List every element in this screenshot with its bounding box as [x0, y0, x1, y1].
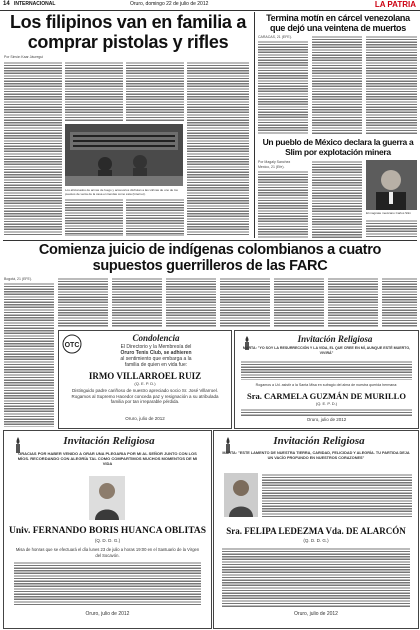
divider	[254, 12, 255, 238]
deceased-photo	[224, 473, 258, 517]
condolence-body: Distinguido padre cariñoso de nuestro apreciado socio Sr. José Villarroel. Rogamos al Supremo Hacedor conceda paz y resignación a su atribulada familia por tan irreparable pérdida.	[71, 388, 219, 404]
condolence-line-2: Oruro Tenis Club, se adhieren	[120, 350, 192, 356]
invitation-footer: Oruro, julio de 2012	[294, 611, 338, 617]
article2-column-3	[366, 35, 417, 135]
condolence-deceased-name: IRMO VILLARROEL RUIZ	[88, 371, 202, 381]
article3-column-3	[366, 219, 417, 238]
article3-title: Un pueblo de México declara la guerra a Slim por explotación minera	[262, 137, 414, 157]
invitation-text-block	[241, 360, 412, 380]
article1-byline: Por Simón Kaar Jáuregui	[4, 55, 44, 59]
article1-column-1	[4, 61, 62, 236]
article2-column-2	[312, 35, 362, 135]
invitation-body: Rogamos a Ud. asistir a la Santa Misa en sufragio del alma de nuestra querida hermana:	[255, 383, 398, 387]
article4-column-2	[58, 277, 108, 327]
article4-column-5	[220, 277, 270, 327]
page-number: 14	[3, 1, 10, 7]
invitation-quote: MARTA: "YO SOY LA RESURRECCIÓN Y LA VIDA, EL QUE CREE EN MÍ, AUNQUE ESTÉ MUERTO, VIVIRÁ"	[242, 346, 411, 355]
invitation-initials: (Q. D. D. G.)	[303, 538, 329, 543]
article4-column-7	[328, 277, 378, 327]
invitation-body: Misa de honras que se efectuará el día lunes 23 de julio a horas 19:00 en el Santuario de la Virgen del Socavón.	[15, 547, 200, 558]
tennis-club-logo-icon	[62, 334, 82, 354]
invitation-deceased-name: Univ. FERNANDO BORIS HUANCA OBLITAS	[9, 526, 206, 536]
condolence-notice	[58, 330, 232, 429]
invitation-text-block	[14, 561, 201, 606]
deceased-photo	[89, 476, 125, 520]
condolence-heading: Condolencia	[132, 333, 180, 343]
condolence-initials: (Q. E. P. D.)	[134, 381, 156, 386]
article2-column-1	[258, 40, 308, 135]
condolence-line-1: El Directorio y la Membresía del	[120, 344, 192, 350]
religious-invitation-notice	[213, 430, 419, 629]
invitation-quote: MARTA: "ESTE LAMENTO DE NUESTRA TIERRA, CARIDAD, FELICIDAD Y ALEGRÍA. TU PARTIDA DEJA UN VACÍO PROFUNDO EN NUESTROS CORAZONES"	[222, 451, 410, 460]
invitation-quote: GRACIAS POR HABER VENIDO A ORAR UNA PLEGARIA POR MI AL SEÑOR JUNTO CON LOS MÍOS. RECORDANDO CON ALEGRÍA TAL COMO COMPARTIMOS MUCHOS MOMENTOS DE MI VIDA	[17, 451, 198, 466]
article1-title: Los filipinos van en familia a comprar pistolas y rifles	[9, 12, 247, 52]
article1-column-4	[187, 61, 249, 236]
article3-photo-caption: El magnate mexicano Carlos Slim	[366, 211, 412, 215]
article1-column-3b	[126, 198, 184, 236]
article4-column-3	[112, 277, 162, 327]
carlos-slim-portrait	[366, 160, 417, 210]
deceased-portrait	[224, 473, 258, 517]
newspaper-brand: LA PATRIA	[374, 0, 416, 9]
invitation-initials: (Q. D. D. G.)	[94, 538, 121, 543]
deceased-portrait	[89, 476, 125, 520]
article2-title: Termina motín en cárcel venezolana que dejó una veintena de muertos	[266, 13, 410, 33]
article1-column-3	[126, 61, 184, 121]
condolence-line-4: familia de quien en vida fue:	[124, 362, 188, 368]
club-logo	[62, 334, 82, 354]
invitation-footer: Oruro, julio de 2012	[85, 611, 130, 617]
article1-column-2b	[65, 198, 123, 236]
invitation-footer: Oruro, julio de 2012	[306, 417, 347, 422]
article4-column-4	[166, 277, 216, 327]
invitation-text-block	[262, 473, 412, 517]
article1-photo	[65, 124, 183, 186]
article4-column-8	[382, 277, 417, 327]
article1-photo-caption: Los aficionados de armas de fuego y accesorios disfrutan a las vitrinas de uno de los puestos de venta de la casa en tiendas como ésta (Internet).	[65, 188, 178, 196]
invitation-heading: Invitación Religiosa	[273, 435, 365, 447]
article3-column-1	[258, 170, 308, 238]
invitation-deceased-name: Sra. CARMELA GUZMÁN DE MURILLO	[247, 391, 406, 401]
divider	[3, 240, 417, 241]
article4-column-1	[4, 282, 54, 427]
section-label: INTERNACIONAL	[14, 1, 56, 7]
religious-invitation-notice	[3, 430, 212, 629]
article3-dateline: Mexico, 21 (Efe).	[258, 165, 285, 169]
invitation-heading: Invitación Religiosa	[63, 435, 155, 447]
article3-byline: Por Magaly Sanchez	[258, 160, 291, 164]
gun-shop-image	[65, 124, 183, 186]
religious-invitation-notice	[234, 330, 419, 429]
page-header	[0, 0, 420, 11]
article4-column-6	[274, 277, 324, 327]
article3-photo	[366, 160, 417, 210]
article2-dateline: CARACAS, 21 (EFE).	[258, 35, 292, 39]
invitation-text-block-2	[241, 408, 412, 416]
invitation-initials: (Q. E. P. D.)	[315, 401, 338, 406]
condolence-footer: Oruro, julio de 2012	[125, 416, 165, 421]
svg-text:OTC: OTC	[64, 342, 80, 349]
article4-dateline: Bogotá, 21 (EFE).	[4, 277, 33, 281]
page-date: Oruro, domingo 22 de julio de 2012	[130, 1, 209, 7]
invitation-text-block-2	[222, 547, 410, 607]
condolence-line-3: al sentimiento que embarga a la	[120, 356, 192, 362]
article1-column-2	[65, 61, 123, 121]
article3-column-2	[312, 160, 362, 238]
article4-title: Comienza juicio de indígenas colombianos a cuatro supuestos guerrilleros de las FARC	[38, 242, 382, 274]
invitation-deceased-name: Sra. FELIPA LEDEZMA Vda. DE ALARCÓN	[226, 526, 406, 536]
invitation-heading: Invitación Religiosa	[297, 334, 373, 344]
